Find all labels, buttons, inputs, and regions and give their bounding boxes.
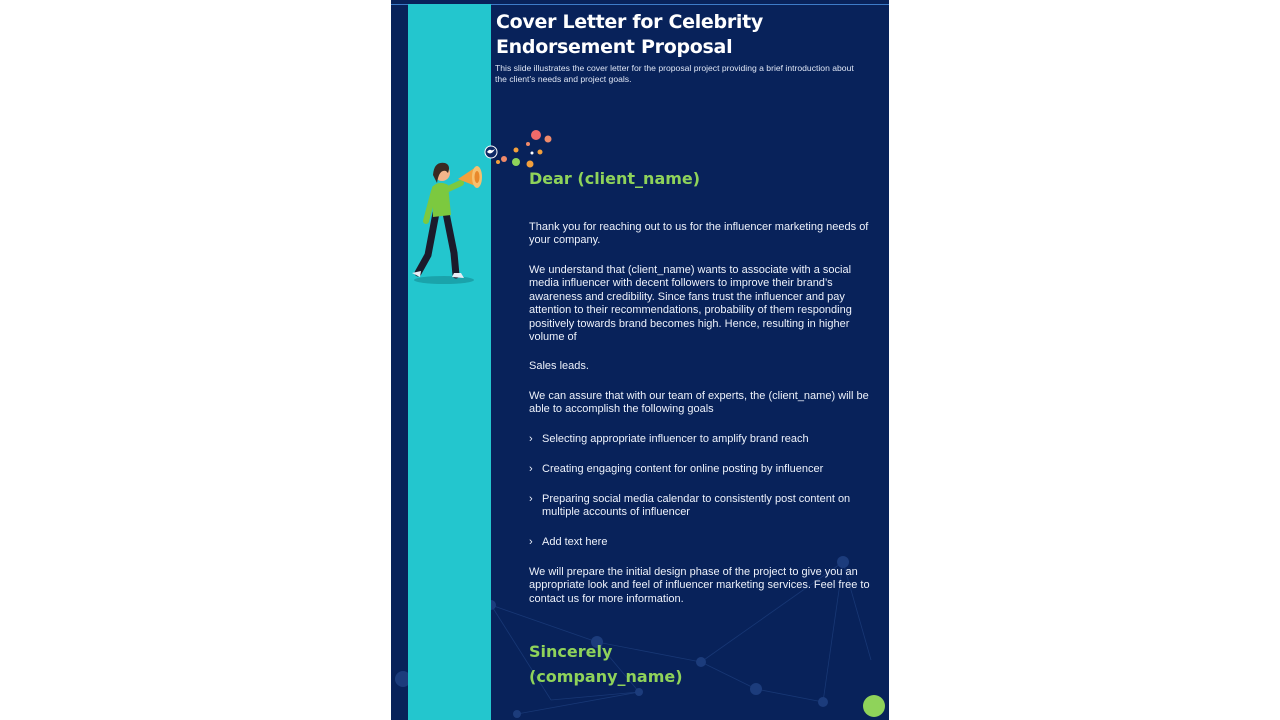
goal-list-item bbox=[529, 536, 874, 549]
letter-closing-paragraph: We will prepare the initial design phase of the project to give you an appropriate look and feel of influencer marketing services. Feel free to contact us for more information. bbox=[529, 566, 870, 605]
decorative-green-circle bbox=[863, 695, 885, 717]
bullet-chevron-icon: › bbox=[529, 463, 533, 475]
goal-text: Add text here bbox=[542, 536, 608, 548]
signoff-line: Sincerely bbox=[529, 642, 613, 661]
letter-greeting: Dear (client_name) bbox=[529, 169, 701, 188]
goal-list-item bbox=[529, 433, 874, 446]
goal-list-item bbox=[529, 463, 874, 476]
bullet-chevron-icon: › bbox=[529, 493, 533, 505]
signoff-company-name: (company_name) bbox=[529, 667, 683, 686]
goal-text: Preparing social media calendar to consistently post content on multiple accounts of influencer bbox=[542, 493, 851, 519]
letter-paragraph: Sales leads. bbox=[529, 360, 589, 372]
bullet-chevron-icon: › bbox=[529, 433, 533, 445]
document-page bbox=[391, 0, 889, 720]
goal-text: Creating engaging content for online posting by influencer bbox=[542, 463, 824, 475]
letter-signoff bbox=[529, 639, 683, 689]
letter-paragraph: We can assure that with our team of experts, the (client_name) will be able to accomplish the following goals bbox=[529, 390, 869, 416]
page-subtitle: This slide illustrates the cover letter for the proposal project providing a brief introduction about the client’s needs and project goals. bbox=[495, 63, 854, 84]
side-color-band bbox=[408, 4, 491, 720]
goal-text: Selecting appropriate influencer to amplify brand reach bbox=[542, 433, 809, 445]
letter-paragraph: We understand that (client_name) wants to associate with a social media influencer with decent followers to improve their brand’s awareness and credibility. Since fans trust the influencer and pay attention to their recommendations, probability of them responding positively towards brand becomes high. Hence, resulting in higher volume of bbox=[529, 264, 852, 344]
goal-list-item bbox=[529, 493, 874, 520]
letter-paragraph: Thank you for reaching out to us for the influencer marketing needs of your company. bbox=[529, 221, 869, 247]
page-title: Cover Letter for Celebrity Endorsement Proposal bbox=[496, 11, 763, 58]
bullet-chevron-icon: › bbox=[529, 536, 533, 548]
